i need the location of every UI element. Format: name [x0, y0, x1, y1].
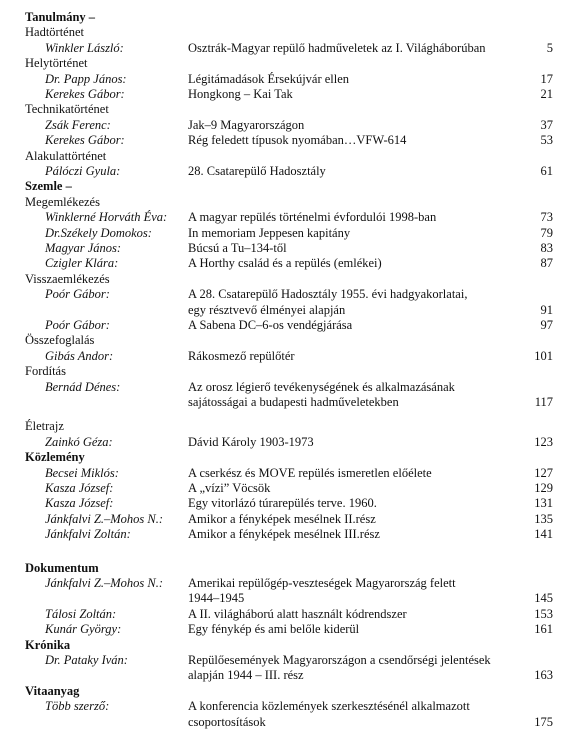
toc-entry-line	[0, 256, 578, 271]
entry-author: Kasza József:	[45, 481, 114, 495]
entry-author: Czigler Klára:	[45, 256, 119, 271]
toc-entry-line	[0, 133, 578, 148]
entry-author: Kerekes Gábor:	[45, 87, 125, 101]
entry-title: Amikor a fényképek mesélnek III.rész	[188, 527, 380, 542]
entry-page-number: 153	[534, 606, 553, 621]
subsection-heading-row	[0, 333, 578, 348]
toc-entry-line	[0, 466, 578, 481]
entry-author: Magyar János:	[45, 241, 122, 255]
entry-title: csoportosítások	[188, 714, 266, 729]
entry-author: Dr.Székely Domokos:	[45, 225, 152, 240]
entry-title: Amikor a fényképek mesélnek II.rész	[188, 511, 376, 526]
entry-title: A Horthy család és a repülés (emlékei)	[188, 256, 382, 271]
subsection-heading-row	[0, 102, 578, 117]
subsection-heading-row	[0, 56, 578, 71]
entry-author: Tálosi Zoltán:	[45, 606, 117, 621]
toc-entry-line	[0, 715, 578, 730]
entry-title: A magyar repülés történelmi évfordulói 1998-ban	[188, 210, 437, 225]
toc-entry-line	[0, 668, 578, 683]
entry-page-number: 175	[534, 714, 553, 729]
entry-page-number: 79	[540, 225, 553, 240]
entry-author: Dr. Papp János:	[45, 71, 127, 86]
subsection-heading: Fordítás	[25, 364, 66, 379]
entry-page-number: 97	[540, 318, 553, 332]
toc-entry-line	[0, 607, 578, 622]
entry-title: Egy fénykép és ami belőle kiderül	[188, 622, 360, 637]
subsection-heading-row	[0, 195, 578, 210]
entry-title: sajátosságai a budapesti hadműveletekben	[188, 395, 399, 409]
toc-entry-line	[0, 481, 578, 496]
entry-title: Hongkong – Kai Tak	[188, 87, 293, 101]
entry-page-number: 117	[534, 395, 553, 409]
entry-title: Légitámadások Érsekújvár ellen	[188, 71, 350, 86]
toc-entry-line	[0, 72, 578, 87]
entry-page-number: 5	[546, 40, 553, 55]
toc-entry-line	[0, 164, 578, 179]
toc-entry-line	[0, 118, 578, 133]
entry-author: Kasza József:	[45, 496, 114, 511]
entry-author: Zainkó Géza:	[45, 434, 113, 449]
subsection-heading: Technikatörténet	[25, 102, 109, 117]
entry-title: A konferencia közlemények szerkesztésénél alkalmazott	[188, 699, 470, 714]
toc-entry-line	[0, 241, 578, 256]
toc-entry-line	[0, 287, 578, 302]
entry-title: A „vízi” Vöcsök	[188, 481, 271, 495]
toc-entry-line	[0, 87, 578, 102]
entry-title: A II. világháború alatt használt kódrendszer	[188, 606, 407, 621]
entry-title: Amerikai repülőgép-veszteségek Magyarország felett	[188, 576, 456, 590]
entry-title: A cserkész és MOVE repülés ismeretlen előélete	[188, 465, 432, 480]
entry-title: In memoriam Jeppesen kapitány	[188, 225, 351, 240]
entry-page-number: 91	[540, 302, 553, 317]
subsection-heading: Visszaemlékezés	[25, 271, 110, 286]
section-heading: Szemle –	[25, 179, 72, 194]
section-heading-row	[0, 179, 578, 194]
section-heading-row	[0, 450, 578, 465]
entry-author: Jánkfalvi Z.–Mohos N.:	[45, 576, 164, 590]
entry-page-number: 141	[534, 527, 553, 542]
entry-author: Pálóczi Gyula:	[45, 164, 121, 178]
entry-author: Zsák Ferenc:	[45, 117, 111, 132]
subsection-heading-row	[0, 25, 578, 40]
entry-page-number: 163	[534, 668, 553, 683]
toc-entry-line	[0, 210, 578, 225]
section-heading-row	[0, 684, 578, 699]
entry-author: Jánkfalvi Z.–Mohos N.:	[45, 511, 164, 526]
toc-entry-line	[0, 226, 578, 241]
entry-title: egy résztvevő élményei alapján	[188, 302, 346, 317]
entry-page-number: 129	[534, 481, 553, 495]
section-heading: Dokumentum	[25, 560, 99, 575]
entry-author: Kerekes Gábor:	[45, 133, 125, 148]
entry-page-number: 17	[540, 71, 553, 86]
entry-author: Kunár György:	[45, 622, 122, 637]
section-heading-row	[0, 561, 578, 576]
subsection-heading: Életrajz	[25, 419, 64, 434]
toc-entry-line	[0, 349, 578, 364]
toc-entry-line	[0, 303, 578, 318]
entry-title: Rég feledett típusok nyomában…VFW-614	[188, 133, 407, 148]
entry-title: Repülőesemények Magyarországon a csendőrségi jelentések	[188, 653, 491, 667]
entry-author: Poór Gábor:	[45, 287, 110, 302]
entry-title: Jak–9 Magyarországon	[188, 117, 305, 132]
entry-title: Búcsú a Tu–134-től	[188, 241, 287, 255]
entry-title: 28. Csatarepülő Hadosztály	[188, 164, 326, 178]
entry-author: Winklerné Horváth Éva:	[45, 210, 168, 225]
section-heading: Vitaanyag	[25, 683, 80, 698]
section-heading-row	[0, 10, 578, 25]
entry-author: Becsei Miklós:	[45, 465, 119, 480]
subsection-heading: Megemlékezés	[25, 194, 100, 209]
section-heading-row	[0, 638, 578, 653]
subsection-heading: Összefoglalás	[25, 333, 95, 348]
entry-author: Jánkfalvi Zoltán:	[45, 527, 131, 542]
subsection-heading: Hadtörténet	[25, 25, 85, 40]
section-heading: Tanulmány –	[25, 10, 96, 24]
toc-entry-line	[0, 496, 578, 511]
toc-entry-line	[0, 512, 578, 527]
entry-title: Egy vitorlázó túrarepülés terve. 1960.	[188, 496, 377, 511]
toc-entry-line	[0, 435, 578, 450]
entry-page-number: 87	[540, 256, 553, 271]
subsection-heading-row	[0, 364, 578, 379]
entry-author: Több szerző:	[45, 699, 110, 714]
entry-title: Osztrák-Magyar repülő hadműveletek az I. Világháborúban	[188, 40, 486, 55]
entry-page-number: 101	[534, 348, 553, 363]
entry-page-number: 83	[540, 241, 553, 255]
toc-entry-line	[0, 380, 578, 395]
subsection-heading: Helytörténet	[25, 56, 88, 71]
toc-entry-line	[0, 591, 578, 606]
entry-title: Az orosz légierő tevékenységének és alkalmazásának	[188, 379, 455, 394]
entry-title: A 28. Csatarepülő Hadosztály 1955. évi hadgyakorlatai,	[188, 287, 468, 302]
subsection-heading-row	[0, 272, 578, 287]
entry-page-number: 161	[534, 622, 553, 637]
toc-entry-line	[0, 41, 578, 56]
subsection-heading-row	[0, 149, 578, 164]
section-heading: Krónika	[25, 637, 71, 652]
entry-page-number: 135	[534, 511, 553, 526]
subsection-heading-row	[0, 419, 578, 434]
entry-title: alapján 1944 – III. rész	[188, 668, 304, 683]
entry-title: Dávid Károly 1903-1973	[188, 434, 314, 449]
entry-page-number: 21	[540, 87, 553, 101]
entry-page-number: 61	[540, 164, 553, 178]
entry-author: Dr. Pataky Iván:	[45, 653, 128, 667]
toc-entry-line	[0, 622, 578, 637]
entry-title: Rákosmező repülőtér	[188, 348, 295, 363]
entry-author: Bernád Dénes:	[45, 379, 121, 394]
subsection-heading: Alakulattörténet	[25, 148, 107, 163]
toc-entry-line	[0, 318, 578, 333]
entry-page-number: 127	[534, 465, 553, 480]
toc-entry-line	[0, 653, 578, 668]
entry-author: Winkler László:	[45, 40, 124, 55]
entry-title: A Sabena DC–6-os vendégjárása	[188, 318, 353, 332]
entry-page-number: 131	[534, 496, 553, 511]
toc-entry-line	[0, 699, 578, 714]
entry-title: 1944–1945	[188, 591, 245, 606]
toc-entry-line	[0, 395, 578, 410]
toc-entry-line	[0, 527, 578, 542]
toc-entry-line	[0, 576, 578, 591]
entry-page-number: 145	[534, 591, 553, 606]
section-heading: Közlemény	[25, 450, 85, 465]
entry-page-number: 53	[540, 133, 553, 148]
entry-author: Poór Gábor:	[45, 318, 110, 332]
entry-page-number: 123	[534, 434, 553, 449]
entry-page-number: 37	[540, 117, 553, 132]
entry-page-number: 73	[540, 210, 553, 225]
entry-author: Gibás Andor:	[45, 348, 114, 363]
